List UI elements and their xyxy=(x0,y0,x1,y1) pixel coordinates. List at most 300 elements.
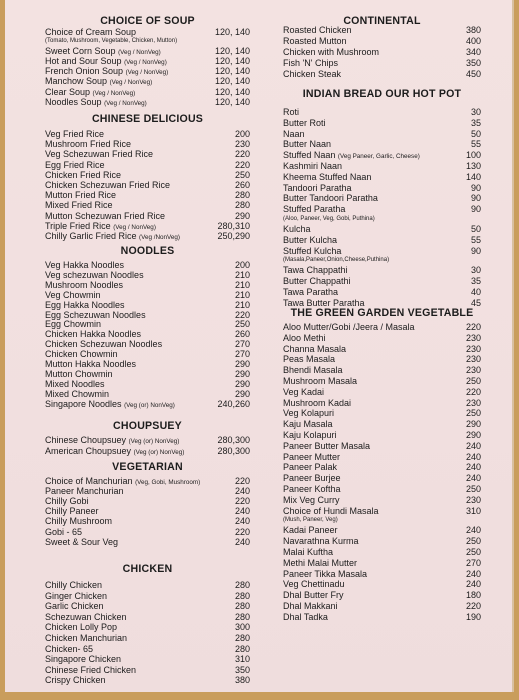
menu-item xyxy=(45,181,250,191)
item-name xyxy=(283,496,340,506)
item-name xyxy=(283,388,324,398)
item-name-text: Veg Kolapuri xyxy=(283,408,335,419)
item-name-text: Tawa Chappathi xyxy=(283,265,348,276)
item-price: 290 xyxy=(234,368,250,379)
section-title: CHICKEN xyxy=(122,563,173,575)
item-name xyxy=(283,526,338,536)
item-name-text: Crispy Chicken xyxy=(45,675,106,686)
item-name-text: Veg Kadai xyxy=(283,386,325,397)
item-name-text: Stuffed Paratha xyxy=(283,204,346,215)
section-title: CHINESE DELICIOUS xyxy=(91,113,204,125)
item-price: 230 xyxy=(465,494,481,505)
item-price: 220 xyxy=(465,322,481,332)
item-price: 130 xyxy=(465,161,481,171)
item-name-text: Mixed Chowmin xyxy=(45,388,110,399)
item-price: 280 xyxy=(234,200,250,211)
item-price: 120, 140 xyxy=(214,76,250,87)
menu-section-the-green-garden-vegetable xyxy=(283,307,481,622)
item-name-text: Chilly Paneer xyxy=(45,506,99,517)
item-name-text: Singapore Noodles xyxy=(45,398,122,409)
item-price: 230 xyxy=(234,139,250,150)
menu-item xyxy=(45,666,250,676)
menu-item xyxy=(45,623,250,633)
item-name xyxy=(45,130,104,140)
item-price: 240 xyxy=(465,451,481,462)
item-name xyxy=(45,538,118,548)
item-name xyxy=(45,191,116,201)
item-name-text: Fish 'N' Chips xyxy=(283,58,338,68)
item-name-text: Chilly Gobi xyxy=(45,496,89,507)
item-name-text: Egg Chowmin xyxy=(45,319,102,330)
item-name-text: Chicken Manchurian xyxy=(45,633,128,643)
item-price: 55 xyxy=(470,139,481,150)
menu-item xyxy=(283,334,481,344)
item-name xyxy=(283,70,341,80)
item-name-text: Egg Schezuwan Noodles xyxy=(45,309,146,320)
menu-item xyxy=(283,48,481,58)
item-name-text: French Onion Soup xyxy=(45,66,124,77)
item-price: 210 xyxy=(234,289,250,300)
item-price: 280 xyxy=(234,190,250,201)
item-price: 280,310 xyxy=(217,220,250,231)
item-name xyxy=(283,559,357,569)
menu-item xyxy=(283,130,481,140)
menu-item xyxy=(283,288,481,298)
menu-item xyxy=(283,59,481,69)
item-name-text: Stuffed Kulcha xyxy=(283,245,342,256)
item-name xyxy=(283,162,342,172)
item-price: 280 xyxy=(234,580,250,590)
item-name xyxy=(283,277,351,287)
item-name xyxy=(45,400,175,411)
menu-item xyxy=(283,453,481,463)
item-price: 200 xyxy=(234,129,250,139)
item-name-text: Stuffed Naan xyxy=(283,150,336,161)
item-price: 280 xyxy=(234,590,250,601)
item-name-text: Roasted Mutton xyxy=(283,36,347,46)
item-name-text: Mutton Chowmin xyxy=(45,368,113,379)
item-name xyxy=(45,634,127,644)
item-name xyxy=(45,666,136,676)
item-name-text: Paneer Palak xyxy=(283,462,338,473)
menu-item xyxy=(45,447,250,457)
section-title: CHOUPSUEY xyxy=(113,420,182,432)
item-name xyxy=(283,409,334,419)
item-price: 250 xyxy=(465,484,481,494)
item-name xyxy=(283,507,379,517)
menu-item xyxy=(283,323,481,333)
item-price: 310 xyxy=(465,505,481,516)
item-note: (Veg / NonVeg) xyxy=(118,49,161,57)
menu-item xyxy=(45,140,250,150)
item-name-text: Chicken- 65 xyxy=(45,643,94,654)
item-name-text: Manchow Soup xyxy=(45,76,108,87)
item-name-text: Channa Masala xyxy=(283,343,347,354)
item-name-text: Tawa Paratha xyxy=(283,287,339,297)
item-price: 240 xyxy=(234,486,250,497)
item-name xyxy=(45,613,127,623)
item-price: 220 xyxy=(234,526,250,537)
item-name-text: Mushroom Masala xyxy=(283,376,358,386)
item-price: 260 xyxy=(234,180,250,190)
item-name-text: Kheema Stuffed Naan xyxy=(283,171,372,182)
item-price: 270 xyxy=(234,339,250,350)
item-price: 190 xyxy=(465,611,481,622)
menu-item xyxy=(283,266,481,276)
item-name xyxy=(283,266,348,276)
menu-page xyxy=(5,0,514,692)
item-name-text: Dhal Butter Fry xyxy=(283,590,344,601)
item-price: 210 xyxy=(234,299,250,310)
item-price: 240 xyxy=(465,473,481,484)
item-name-text: Singapore Chicken xyxy=(45,654,122,665)
item-name-text: Mutton Fried Rice xyxy=(45,190,117,201)
item-name xyxy=(283,205,345,215)
item-name-text: Veg Chowmin xyxy=(45,289,101,300)
item-name-text: Choice of Hundi Masala xyxy=(283,505,379,516)
menu-item xyxy=(283,151,481,161)
item-price: 240 xyxy=(234,536,250,547)
item-name xyxy=(283,355,335,365)
item-price: 290 xyxy=(234,210,250,221)
item-name xyxy=(283,537,359,547)
menu-item xyxy=(45,161,250,171)
menu-item xyxy=(283,431,481,441)
item-name xyxy=(283,288,338,298)
item-price: 250,290 xyxy=(217,231,250,241)
item-name xyxy=(283,442,370,452)
item-name xyxy=(283,548,333,558)
item-price: 180 xyxy=(465,590,481,601)
item-name xyxy=(283,173,371,183)
item-name xyxy=(283,580,345,590)
item-name xyxy=(45,581,102,591)
item-price: 140 xyxy=(465,171,481,182)
menu-item xyxy=(283,559,481,569)
item-name xyxy=(283,323,415,333)
item-name xyxy=(283,236,337,246)
menu-item xyxy=(45,655,250,665)
item-name-text: Triple Fried Rice xyxy=(45,220,111,231)
item-price: 230 xyxy=(465,365,481,376)
item-name-text: Gobi - 65 xyxy=(45,526,83,537)
item-name xyxy=(283,119,326,129)
item-name-text: Butter Tandoori Paratha xyxy=(283,193,378,204)
item-name-text: Veg schezuwan Noodles xyxy=(45,269,144,280)
menu-section-chinese-delicious xyxy=(45,113,250,241)
item-name-text: Aloo Methi xyxy=(283,332,326,343)
menu-item xyxy=(45,232,250,242)
item-name xyxy=(45,98,147,109)
item-name-text: Chicken Hakka Noodles xyxy=(45,329,142,340)
menu-item xyxy=(283,119,481,129)
menu-item xyxy=(45,212,250,222)
item-name xyxy=(45,212,165,222)
item-name-text: Navarathna Kurma xyxy=(283,536,359,547)
item-name-text: Butter Kulcha xyxy=(283,234,338,245)
item-note: (Veg /NonVeg) xyxy=(139,234,181,241)
item-name-text: Veg Fried Rice xyxy=(45,129,105,139)
item-name-text: Egg Fried Rice xyxy=(45,159,105,170)
item-name-text: Mushroom Kadai xyxy=(283,397,352,408)
item-name-text: Chicken Schezuwan Fried Rice xyxy=(45,180,171,190)
item-name xyxy=(283,463,337,473)
item-price: 220 xyxy=(234,159,250,170)
menu-item xyxy=(283,37,481,47)
item-price: 450 xyxy=(465,69,481,79)
item-name-text: Chicken Steak xyxy=(283,69,342,79)
item-name xyxy=(45,201,113,211)
item-price: 100 xyxy=(465,150,481,161)
item-price: 250 xyxy=(234,319,250,330)
item-name-text: Chicken Chowmin xyxy=(45,349,118,360)
menu-item xyxy=(283,388,481,398)
item-name xyxy=(283,334,326,344)
item-name-text: Naan xyxy=(283,128,305,139)
menu-section-choupsuey xyxy=(45,420,250,456)
item-price: 200 xyxy=(234,260,250,270)
item-price: 40 xyxy=(470,287,481,297)
item-name xyxy=(283,474,341,484)
item-price: 120, 140 xyxy=(214,96,250,107)
item-price: 280 xyxy=(234,611,250,622)
item-note: (Veg, Gobi, Mushroom) xyxy=(135,479,201,486)
menu-item xyxy=(45,581,250,591)
item-name xyxy=(45,161,105,171)
item-price: 230 xyxy=(465,343,481,354)
item-note: (Veg / NonVeg) xyxy=(92,89,136,97)
item-note: (Veg (or) NonVeg) xyxy=(133,448,185,456)
item-note: (Veg / NonVeg) xyxy=(125,69,169,77)
item-name xyxy=(45,150,153,160)
item-price: 380 xyxy=(465,25,481,35)
menu-item xyxy=(283,537,481,547)
item-name xyxy=(283,130,305,140)
menu-item xyxy=(283,548,481,558)
item-price: 290 xyxy=(234,388,250,399)
item-name-text: Veg Hakka Noodles xyxy=(45,260,125,270)
item-name-text: Mixed Fried Rice xyxy=(45,200,113,211)
item-name xyxy=(283,48,379,58)
item-price: 35 xyxy=(470,276,481,287)
item-name xyxy=(45,592,107,602)
item-price: 220 xyxy=(234,476,250,486)
item-price: 280 xyxy=(234,633,250,643)
menu-item xyxy=(283,613,481,623)
item-price: 240 xyxy=(465,462,481,473)
item-name xyxy=(283,431,337,441)
item-name xyxy=(45,602,104,612)
item-note: (Veg (or) NonVeg) xyxy=(124,401,175,409)
item-note: (Aloo, Paneer, Veg, Gobi, Puthina) xyxy=(283,215,375,222)
item-name-text: Butter Naan xyxy=(283,139,332,150)
item-name-text: Aloo Mutter/Gobi /Jeera / Masala xyxy=(283,322,415,332)
item-name xyxy=(283,59,338,69)
menu-item xyxy=(283,591,481,601)
item-name-text: Bhendi Masala xyxy=(283,365,343,376)
item-name-text: Tandoori Paratha xyxy=(283,182,352,193)
item-name-text: Paneer Manchurian xyxy=(45,486,124,497)
item-price: 120, 140 xyxy=(214,86,250,97)
menu-item xyxy=(283,409,481,419)
menu-item xyxy=(45,613,250,623)
item-name-text: Mutton Hakka Noodles xyxy=(45,359,137,369)
menu-item xyxy=(45,98,250,108)
menu-item xyxy=(45,645,250,655)
item-name-text: Tawa Butter Paratha xyxy=(283,297,365,308)
menu-item xyxy=(283,247,481,266)
menu-section-indian-bread-our-hot-pot xyxy=(283,88,481,308)
item-name xyxy=(45,645,93,655)
item-name xyxy=(283,420,333,430)
item-price: 270 xyxy=(234,349,250,360)
menu-item xyxy=(45,436,250,446)
item-price: 30 xyxy=(470,265,481,276)
item-name-text: Chinese Fried Chicken xyxy=(45,664,137,675)
item-name-text: Butter Roti xyxy=(283,117,326,128)
menu-item xyxy=(283,345,481,355)
menu-item xyxy=(45,171,250,181)
item-name-text: Paneer Butter Masala xyxy=(283,440,371,451)
menu-item xyxy=(283,236,481,246)
item-price: 30 xyxy=(470,107,481,117)
item-name-text: Chilly Mushroom xyxy=(45,516,113,527)
section-title: CHOICE OF SOUP xyxy=(100,15,195,27)
item-name xyxy=(45,181,170,191)
item-name-text: Chicken Lolly Pop xyxy=(45,622,118,633)
item-name xyxy=(283,366,343,376)
menu-item xyxy=(283,26,481,36)
item-name xyxy=(283,108,299,118)
item-price: 310 xyxy=(234,654,250,665)
item-price: 260 xyxy=(234,329,250,340)
item-note: (Mush, Paneer, Veg) xyxy=(283,516,338,523)
item-price: 230 xyxy=(465,354,481,365)
item-name-text: Chicken Fried Rice xyxy=(45,169,122,180)
item-name-text: Dhal Tadka xyxy=(283,611,328,622)
item-name xyxy=(283,37,347,47)
menu-item xyxy=(283,602,481,612)
item-name xyxy=(283,345,346,355)
item-name xyxy=(283,453,340,463)
item-price: 300 xyxy=(234,622,250,633)
menu-item xyxy=(283,173,481,183)
item-name xyxy=(45,676,106,686)
item-price: 90 xyxy=(470,204,481,215)
section-title: NOODLES xyxy=(120,245,175,257)
item-price: 290 xyxy=(465,419,481,430)
item-price: 220 xyxy=(465,386,481,397)
item-name xyxy=(283,570,367,580)
item-name-text: Kulcha xyxy=(283,224,311,234)
menu-item xyxy=(45,538,250,548)
item-price: 230 xyxy=(465,397,481,408)
item-name-text: Hot and Sour Soup xyxy=(45,56,122,67)
item-name xyxy=(283,399,351,409)
item-name-text: Kaju Masala xyxy=(283,419,333,430)
item-note: (Veg (or) NonVeg) xyxy=(128,438,180,445)
item-name xyxy=(283,602,338,612)
item-price: 55 xyxy=(470,234,481,245)
item-price: 35 xyxy=(470,117,481,128)
menu-item xyxy=(283,496,481,506)
menu-item xyxy=(283,277,481,287)
item-price: 90 xyxy=(470,193,481,204)
menu-item xyxy=(45,602,250,612)
menu-item xyxy=(283,526,481,536)
menu-item xyxy=(45,400,250,410)
item-price: 240 xyxy=(465,525,481,536)
item-price: 120, 140 xyxy=(214,66,250,77)
item-name-text: Mix Veg Curry xyxy=(283,494,340,505)
item-price: 250 xyxy=(465,536,481,547)
item-name-text: Paneer Koftha xyxy=(283,484,341,494)
menu-item xyxy=(283,420,481,430)
item-note: (Veg / NonVeg) xyxy=(109,79,153,87)
menu-item xyxy=(45,592,250,602)
menu-item xyxy=(283,442,481,452)
item-name-text: Noodles Soup xyxy=(45,96,102,107)
menu-item xyxy=(283,463,481,473)
item-name-text: Kaju Kolapuri xyxy=(283,430,337,440)
item-price: 290 xyxy=(234,359,250,369)
item-price: 90 xyxy=(470,182,481,193)
item-name xyxy=(45,140,131,150)
item-price: 230 xyxy=(465,332,481,343)
item-name-text: Veg Schezuwan Fried Rice xyxy=(45,149,154,160)
item-name xyxy=(283,225,311,235)
menu-section-noodles xyxy=(45,245,250,409)
item-price: 290 xyxy=(465,430,481,440)
item-note: (Veg Paneer, Garlic, Cheese) xyxy=(337,153,420,161)
item-price: 220 xyxy=(465,601,481,611)
item-name-text: Paneer Burjee xyxy=(283,473,341,484)
item-price: 90 xyxy=(470,245,481,256)
item-price: 210 xyxy=(234,269,250,280)
item-name-text: Chinese Choupsuey xyxy=(45,435,127,445)
item-name-text: Choice of Manchurian xyxy=(45,476,133,486)
item-name-text: Garlic Chicken xyxy=(45,601,104,612)
item-name-text: Mixed Noodles xyxy=(45,378,105,389)
item-name xyxy=(45,623,117,633)
menu-section-choice-of-soup xyxy=(45,15,250,107)
item-price: 290 xyxy=(234,378,250,389)
menu-item xyxy=(283,194,481,204)
item-price: 340 xyxy=(465,47,481,57)
item-name-text: Choice of Cream Soup xyxy=(45,27,137,37)
item-name xyxy=(283,26,352,36)
item-price: 400 xyxy=(465,36,481,46)
section-title: CONTINENTAL xyxy=(343,15,421,27)
item-price: 220 xyxy=(234,496,250,507)
menu-item xyxy=(45,191,250,201)
item-name xyxy=(45,655,121,665)
item-name-text: Ginger Chicken xyxy=(45,590,108,601)
menu-item xyxy=(283,485,481,495)
item-price: 220 xyxy=(234,149,250,160)
item-name-text: Dhal Makkani xyxy=(283,601,338,611)
item-name-text: Sweet Corn Soup xyxy=(45,46,116,57)
menu-item xyxy=(283,140,481,150)
item-name xyxy=(283,613,328,623)
item-price: 280 xyxy=(234,601,250,612)
item-name-text: Methi Malai Mutter xyxy=(283,557,358,568)
item-price: 280 xyxy=(234,643,250,654)
item-price: 210 xyxy=(234,279,250,290)
item-name xyxy=(45,232,180,243)
item-note: (Veg / NonVeg) xyxy=(104,99,147,107)
item-name-text: Paneer Mutter xyxy=(283,451,341,462)
